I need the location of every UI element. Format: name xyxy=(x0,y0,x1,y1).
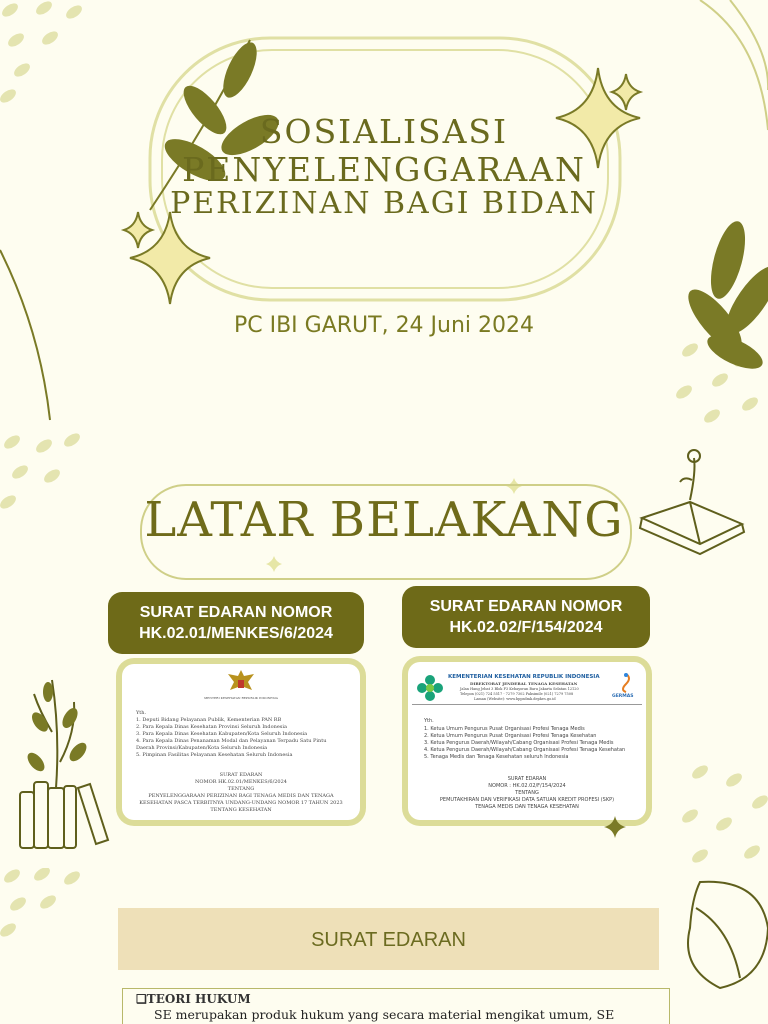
teori-hukum-label: ❑TEORI HUKUM xyxy=(136,992,251,1006)
cover-subtitle: PC IBI GARUT, 24 Juni 2024 xyxy=(233,313,535,338)
se-right-doc-center: TENAGA MEDIS DAN TENAGA KESEHATAN xyxy=(475,804,579,810)
kop-subtitle: DIREKTORAT JENDERAL TENAGA KESEHATAN xyxy=(470,681,578,686)
germas-label: GERMAS xyxy=(612,694,634,699)
se-right-line2: HK.02.02/F/154/2024 xyxy=(449,619,603,636)
se-right-header xyxy=(402,586,650,648)
se-left-line2: HK.02.01/MENKES/6/2024 xyxy=(139,625,333,642)
se-right-doc-line: 2. Ketua Umum Pengurus Pusat Organisasi Profesi Tenaga Kesehatan xyxy=(424,733,597,739)
surat-edaran-title: SURAT EDARAN xyxy=(311,929,466,951)
dots-top-left xyxy=(0,868,82,939)
se-right-doc-line: 3. Ketua Pengurus Daerah/Wilayah/Cabang Organisasi Profesi Tenaga Medis xyxy=(424,740,614,746)
germas-logo-icon xyxy=(614,672,638,694)
se-left-doc-line: 2. Para Kepala Dinas Kesehatan Provinsi Seluruh Indonesia xyxy=(136,724,287,730)
se-right-doc-center: PEMUTAKHIRAN DAN VERIFIKASI DATA SATUAN KREDIT PROFESI (SKP) xyxy=(439,797,615,803)
se-left-doc-center: SURAT EDARAN xyxy=(219,772,263,778)
slide-latar-belakang xyxy=(0,432,768,868)
open-book-icon xyxy=(640,450,744,554)
se-left-doc-center: PENYELENGGARAAN PERIZINAN BAGI TENAGA MEDIS DAN TENAGA xyxy=(148,793,334,799)
se-right-doc-line: 1. Ketua Umum Pengurus Pusat Organisasi Profesi Tenaga Medis xyxy=(424,726,585,732)
se-right-doc-center: NOMOR : HK.02.02/F/154/2024 xyxy=(488,783,566,789)
se-left-doc-line: 4. Para Kepala Dinas Penanaman Modal dan Pelayanan Terpadu Satu Pintu xyxy=(136,738,327,744)
kemenkes-logo-icon xyxy=(416,674,444,702)
se-right-doc-center: TENTANG xyxy=(515,790,539,796)
se-right-document xyxy=(408,662,646,820)
kop-divider xyxy=(412,704,642,705)
se-left-doc-line: Yth. xyxy=(136,710,147,716)
se-left-line1: SURAT EDARAN NOMOR xyxy=(139,604,333,621)
se-right-doc-line: 5. Tenaga Medis dan Tenaga Kesehatan seluruh Indonesia xyxy=(424,754,569,760)
se-left-doc-line: 5. Pimpinan Fasilitas Pelayanan Kesehatan Seluruh Indonesia xyxy=(136,752,293,758)
monstera-leaf-icon xyxy=(688,882,768,988)
latar-title: LATAR BELAKANG xyxy=(144,492,624,548)
se-left-emblem-caption: MENTERI KESEHATAN REPUBLIK INDONESIA xyxy=(204,696,278,700)
se-right-doc-line: 4. Ketua Pengurus Daerah/Wilayah/Cabang Organisasi Profesi Tenaga Kesehatan xyxy=(424,747,626,753)
se-right-doc-line: Yth. xyxy=(424,718,434,724)
cover-title-line-1: SOSIALISASI xyxy=(259,112,509,151)
se-left-header xyxy=(108,592,364,654)
se-left-doc-center: KESEHATAN PASCA TERBITNYA UNDANG-UNDANG NOMOR 17 TAHUN 2023 xyxy=(139,800,343,806)
se-left-document xyxy=(122,664,360,820)
kop-address-1: Jalan Hang Jebat 3 Blok F3 Kebayoran Baru Jakarta Selatan 12120 xyxy=(460,687,579,691)
se-right-line1: SURAT EDARAN NOMOR xyxy=(429,598,623,615)
se-right-doc-center: SURAT EDARAN xyxy=(507,776,547,782)
dots-right xyxy=(680,763,768,866)
se-left-doc-center: TENTANG KESEHATAN xyxy=(210,807,272,813)
se-left-doc-center: TENTANG xyxy=(227,786,255,792)
se-left-doc-line: Daerah Provinsi/Kabupaten/Kota Seluruh Indonesia xyxy=(136,745,268,751)
garuda-emblem-icon xyxy=(226,668,256,698)
se-left-doc-center: NOMOR HK.02.01/MENKES/6/2024 xyxy=(195,779,287,785)
cover-title-line-3: PERIZINAN BAGI BIDAN xyxy=(170,186,598,221)
frame-sparkle xyxy=(600,812,630,842)
cover-title-line-2: PENYELENGGARAAN xyxy=(182,150,586,189)
dots-left xyxy=(0,432,82,511)
kop-title: KEMENTERIAN KESEHATAN REPUBLIK INDONESIA xyxy=(448,674,600,680)
dots-top-left xyxy=(0,0,84,105)
kop-address-2: Telepon (021) 724 5517 - 7279 7302 Faksimile (021) 7279 7508 xyxy=(460,692,574,696)
slide-surat-edaran xyxy=(0,868,768,1024)
se-left-doc-line: 1. Deputi Bidang Pelayanan Publik, Kementerian PAN RB xyxy=(136,717,282,723)
se-definition-text: SE merupakan produk hukum yang secara material mengikat umum, SE xyxy=(154,1007,615,1022)
kop-address-3: Laman (Website): www.bppsdmk.depkes.go.id xyxy=(474,697,556,701)
se-left-doc-line: 3. Para Kepala Dinas Kesehatan Kabupaten/Kota Seluruh Indonesia xyxy=(136,731,308,737)
slide-cover xyxy=(0,0,768,432)
